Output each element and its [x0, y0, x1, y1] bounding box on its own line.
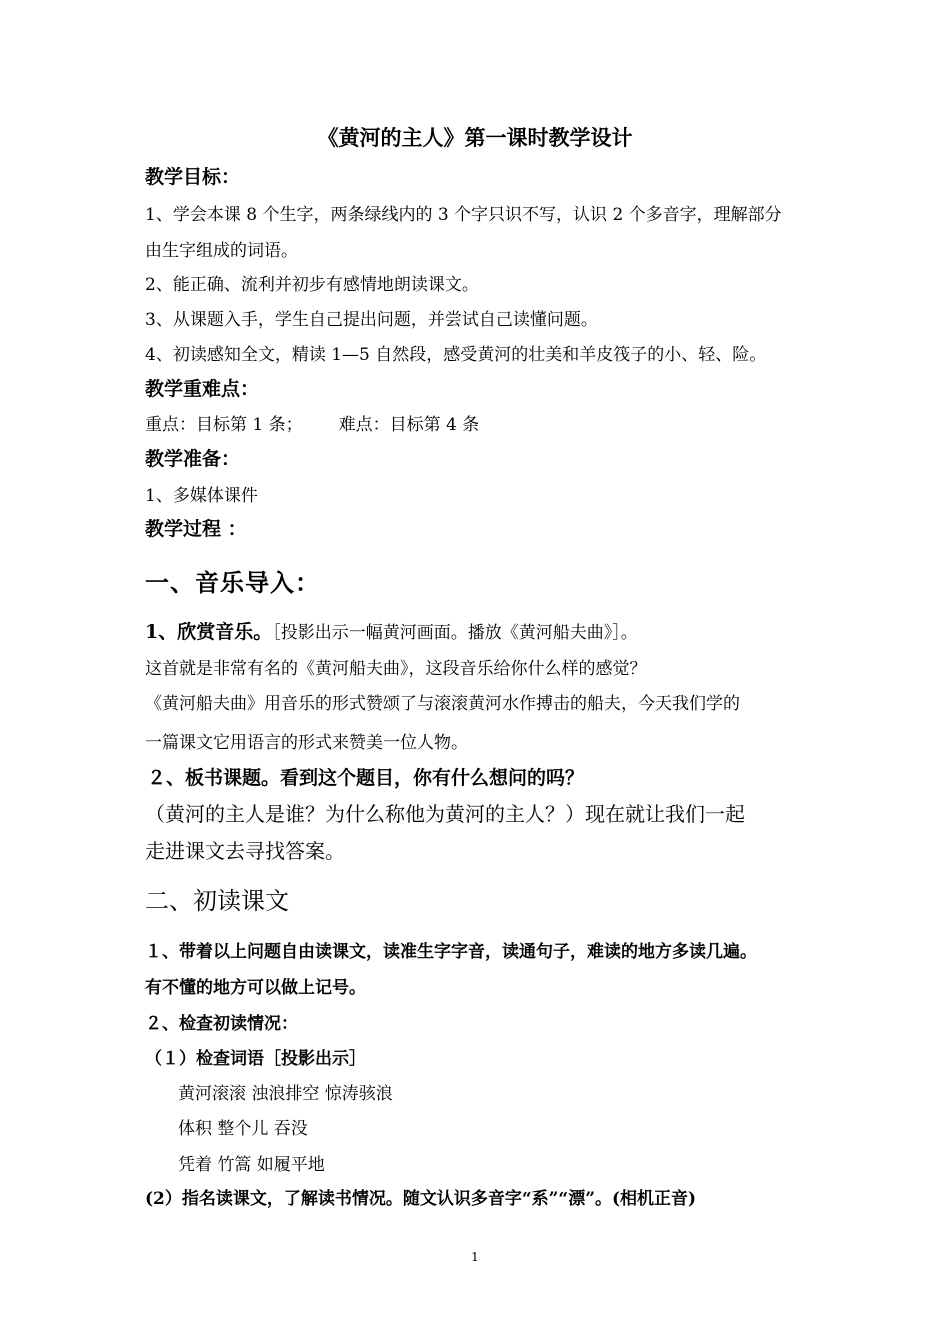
- document-title: 《黄河的主人》第一课时教学设计: [317, 125, 633, 150]
- section-2-heading: 二、初读课文: [145, 887, 289, 915]
- key-points-heading: 教学重难点：: [145, 378, 260, 400]
- section-1-paragraph-2a: 《黄河船夫曲》用音乐的形式赞颂了与滚滚黄河水作搏击的船夫，今天我们学的: [145, 694, 740, 714]
- preparation-heading: 教学准备：: [145, 448, 241, 470]
- process-heading: 教学过程 ：: [145, 518, 247, 540]
- goal-4: 4、初读感知全文，精读 1—5 自然段，感受黄河的壮美和羊皮筏子的小、轻、险。: [145, 345, 767, 365]
- section-1-heading: 一、音乐导入：: [145, 568, 320, 597]
- section-1-paragraph-2b: 一篇课文它用语言的形式来赞美一位人物。: [145, 733, 468, 753]
- section-1-paragraph-3a: （黄河的主人是谁？为什么称他为黄河的主人？）现在就让我们一起: [145, 802, 745, 826]
- section-1-step-1: [145, 617, 638, 644]
- goal-1-line-b: 由生字组成的词语。: [145, 241, 298, 261]
- section-1-paragraph-3b: 走进课文去寻找答案。: [145, 839, 345, 863]
- word-group-2: 体积 整个儿 吞没: [178, 1119, 308, 1139]
- section-2-step-2: ２、检查初读情况：: [145, 1014, 298, 1034]
- focus-text: 重点：目标第 1 条；: [145, 415, 303, 435]
- goal-3: 3、从课题入手，学生自己提出问题，并尝试自己读懂问题。: [145, 310, 598, 330]
- goals-heading: 教学目标：: [145, 166, 241, 188]
- preparation-item: 1、多媒体课件: [145, 486, 258, 506]
- section-2-step-1a: １、带着以上问题自由读课文，读准生字字音，读通句子，难读的地方多读几遍。: [145, 942, 757, 962]
- key-points-line: [145, 410, 479, 435]
- goal-2: 2、能正确、流利并初步有感情地朗读课文。: [145, 275, 479, 295]
- section-1-paragraph-1: 这首就是非常有名的《黄河船夫曲》，这段音乐给你什么样的感觉？: [145, 659, 647, 679]
- difficulty-text: 难点：目标第 4 条: [338, 415, 480, 435]
- goal-1-line-a: 1、学会本课 8 个生字，两条绿线内的 3 个字只识不写，认识 2 个多音字，理解部分: [145, 205, 782, 225]
- word-group-1: 黄河滚滚 浊浪排空 惊涛骇浪: [178, 1084, 393, 1104]
- section-1-step-2: ２、板书课题。看到这个题目，你有什么想问的吗？: [147, 767, 585, 789]
- word-group-3: 凭着 竹篙 如履平地: [178, 1155, 325, 1175]
- page-number: 1: [471, 1250, 479, 1264]
- section-2-sub-2: (2）指名读课文，了解读书情况。随文认识多音字“系”“漂”。(相机正音): [145, 1189, 697, 1209]
- step-1-note: ［投影出示一幅黄河画面。播放《黄河船夫曲》］。: [272, 623, 638, 643]
- section-2-sub-1: （１）检查词语［投影出示］: [145, 1049, 366, 1069]
- step-1-label: 1、欣赏音乐。: [145, 621, 273, 643]
- section-2-step-1b: 有不懂的地方可以做上记号。: [145, 978, 366, 998]
